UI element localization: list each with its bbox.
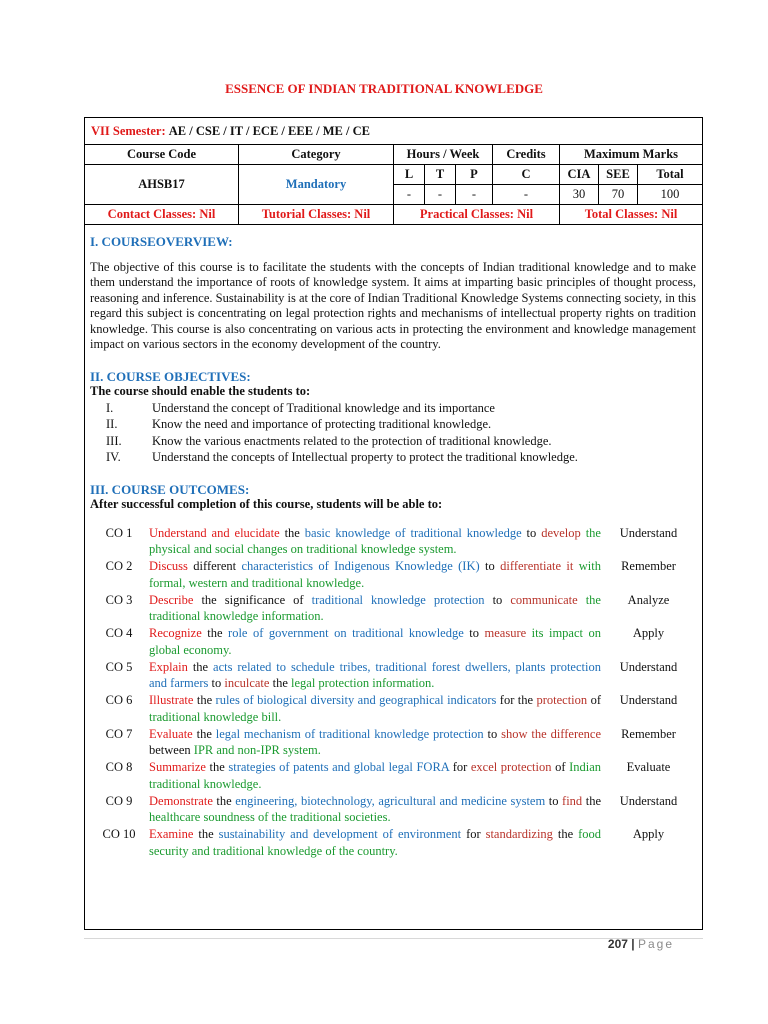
- course-code: AHSB17: [85, 165, 239, 205]
- outcome-text-segment: the: [187, 659, 214, 674]
- total-value: 100: [638, 185, 703, 205]
- objective-item: [90, 449, 696, 466]
- outcome-level: Understand: [619, 525, 678, 540]
- outcome-text-segment: its impact on global economy.: [149, 626, 601, 657]
- outcome-id: CO 9: [105, 793, 133, 808]
- outcome-id: CO 4: [105, 626, 133, 640]
- objective-text: Understand the concept of Traditional knowledge and its importance: [152, 400, 495, 415]
- outcome-text-segment: Indian traditional knowledge.: [149, 760, 601, 791]
- outcome-text-segment: to: [545, 793, 563, 808]
- outcome-id: CO 10: [102, 827, 136, 841]
- outcome-row: [90, 826, 696, 860]
- outcome-text-segment: the: [582, 793, 601, 808]
- outcome-text-segment: sustainability and development of environment: [218, 827, 462, 841]
- outcome-text-segment: the: [269, 676, 291, 690]
- outcome-text-segment: the: [193, 693, 216, 707]
- outcome-id: CO 7: [105, 726, 133, 741]
- objectives-heading: II. COURSE OBJECTIVES:: [90, 368, 251, 384]
- outcome-text-segment: food security and traditional knowledge of the country.: [149, 827, 601, 858]
- objective-item: [90, 433, 696, 450]
- outcome-text-segment: of: [551, 760, 570, 774]
- col-max-marks: Maximum Marks: [560, 145, 703, 165]
- outcome-text: [148, 592, 601, 626]
- outcome-text-segment: differentiate it: [500, 559, 574, 573]
- outcome-text: [148, 759, 601, 793]
- outcome-text: [148, 692, 601, 726]
- outcome-text-segment: Summarize: [149, 760, 206, 774]
- outcome-id: CO 2: [105, 559, 133, 573]
- outcome-text-segment: the: [205, 760, 229, 774]
- outcome-level: Understand: [619, 659, 678, 674]
- outcome-row: [90, 726, 696, 760]
- credits-c: C: [493, 165, 560, 185]
- marks-see: SEE: [599, 165, 638, 185]
- objective-text: Know the need and importance of protecting traditional knowledge.: [152, 417, 492, 431]
- outcome-text-segment: role of government on traditional knowledge: [228, 626, 464, 640]
- outcome-text-segment: of: [587, 693, 601, 707]
- outcome-text-segment: protection: [536, 693, 588, 707]
- overview-heading: I. COURSEOVERVIEW:: [90, 234, 233, 249]
- outcome-text-segment: to: [521, 525, 542, 540]
- outcome-text-segment: excel protection: [470, 760, 552, 774]
- semester-label: VII Semester:: [91, 123, 166, 138]
- outcome-text-segment: standardizing: [485, 827, 553, 841]
- outcome-text-segment: Illustrate: [149, 693, 194, 707]
- outcome-text-segment: the: [193, 827, 219, 841]
- outcome-text: [148, 826, 601, 860]
- outcome-text: [148, 659, 601, 693]
- see-value: 70: [599, 185, 638, 205]
- semester-row: [85, 118, 703, 145]
- outcome-text-segment: acts related to schedule tribes, traditional forest dwellers, plants protection and farmers: [149, 659, 601, 690]
- outcome-text: [148, 793, 601, 827]
- page-footer: [608, 937, 674, 951]
- outcome-row: [90, 592, 696, 626]
- outcome-text-segment: the: [552, 827, 579, 841]
- col-hours: Hours / Week: [394, 145, 493, 165]
- course-content: [90, 234, 696, 860]
- outcome-text-segment: to: [483, 726, 502, 741]
- outcome-id: CO 1: [105, 525, 133, 540]
- outcome-level: Remember: [621, 559, 676, 573]
- outcome-text-segment: to: [479, 559, 501, 573]
- outcome-text: [148, 558, 601, 592]
- outcome-text-segment: communicate: [510, 592, 578, 607]
- outcome-text-segment: traditional knowledge protection: [311, 592, 485, 607]
- col-category: Category: [239, 145, 394, 165]
- outcome-text-segment: Evaluate: [149, 726, 193, 741]
- page-number: 207: [607, 937, 628, 951]
- outcome-text-segment: the: [192, 726, 216, 741]
- objectives-lead: The course should enable the students to:: [90, 384, 311, 398]
- hours-l-value: -: [394, 185, 425, 205]
- semester-branches: AE / CSE / IT / ECE / EEE / ME / CE: [168, 123, 370, 138]
- category-value: Mandatory: [239, 165, 394, 205]
- hours-l: L: [394, 165, 425, 185]
- outcome-row: [90, 625, 696, 659]
- objective-text: Know the various enactments related to the protection of traditional knowledge.: [152, 433, 552, 448]
- outcome-text-segment: engineering, biotechnology, agricultural and medicine system: [235, 793, 546, 808]
- outcome-text: [148, 625, 601, 659]
- outcome-text-segment: Demonstrate: [149, 793, 213, 808]
- col-course-code: Course Code: [85, 145, 239, 165]
- outcome-text-segment: characteristics of Indigenous Knowledge (IK): [241, 559, 480, 573]
- outcome-text-segment: the physical and social changes on traditional knowledge system.: [149, 525, 601, 556]
- outcome-text-segment: Examine: [149, 827, 194, 841]
- footer-separator: |: [631, 937, 635, 951]
- credits-value: -: [493, 185, 560, 205]
- outcome-level: Understand: [619, 693, 678, 707]
- objective-number: III.: [106, 433, 122, 448]
- outcome-text-segment: develop: [541, 525, 581, 540]
- outcome-row: [90, 759, 696, 793]
- outcome-level: Apply: [632, 626, 665, 640]
- outcome-row: [90, 659, 696, 693]
- outcome-text-segment: legal protection information.: [291, 676, 435, 690]
- outcome-level: Understand: [619, 793, 678, 808]
- outcomes-heading: III. COURSE OUTCOMES:: [90, 481, 250, 497]
- outcome-text-segment: the: [201, 626, 229, 640]
- outcome-level: Apply: [632, 827, 665, 841]
- outcome-id: CO 6: [105, 693, 133, 707]
- hours-t-value: -: [425, 185, 456, 205]
- outcome-text-segment: IPR and non-IPR system.: [193, 743, 321, 757]
- objective-number: IV.: [106, 450, 121, 464]
- outcome-text-segment: with formal, western and traditional knowledge.: [149, 559, 601, 590]
- document-title: ESSENCE OF INDIAN TRADITIONAL KNOWLEDGE: [225, 81, 543, 96]
- outcome-text-segment: to: [208, 676, 225, 690]
- objective-item: [90, 416, 696, 433]
- outcome-row: [90, 558, 696, 592]
- outcome-row: [90, 525, 696, 559]
- outcome-text: [148, 726, 601, 760]
- contact-classes: Contact Classes: Nil: [85, 205, 239, 225]
- outcome-text-segment: inculcate: [224, 676, 270, 690]
- outcome-text-segment: different: [187, 559, 242, 573]
- outcome-row: [90, 793, 696, 827]
- objective-text: Understand the concepts of Intellectual property to protect the traditional knowledge.: [152, 450, 578, 464]
- outcomes-lead: After successful completion of this course, students will be able to:: [90, 497, 443, 511]
- outcome-text-segment: the: [279, 525, 305, 540]
- objective-item: [90, 400, 696, 417]
- outcome-text-segment: healthcare soundness of the traditional societies.: [149, 810, 391, 824]
- marks-cia: CIA: [560, 165, 599, 185]
- outcome-text-segment: Explain: [149, 659, 188, 674]
- objective-number: I.: [106, 400, 114, 415]
- outcome-text-segment: Describe: [149, 592, 194, 607]
- hours-p-value: -: [456, 185, 493, 205]
- outcome-text-segment: show the difference: [501, 726, 601, 741]
- outcome-text-segment: traditional knowledge bill.: [149, 709, 282, 724]
- tutorial-classes: Tutorial Classes: Nil: [239, 205, 394, 225]
- outcome-text-segment: strategies of patents and global legal FORA: [228, 760, 450, 774]
- outcome-text-segment: for: [449, 760, 471, 774]
- outcome-row: [90, 692, 696, 726]
- outcome-text-segment: between: [149, 743, 194, 757]
- outcome-text-segment: measure: [484, 626, 527, 640]
- outcome-text-segment: rules of biological diversity and geographical indicators: [215, 693, 497, 707]
- outcome-text-segment: the traditional knowledge information.: [149, 592, 601, 623]
- col-credits: Credits: [493, 145, 560, 165]
- course-header-table: [84, 117, 703, 225]
- outcome-text-segment: Understand and elucidate: [149, 525, 280, 540]
- outcome-id: CO 5: [105, 659, 133, 674]
- outcome-id: CO 8: [105, 760, 133, 774]
- outcome-text-segment: to: [484, 592, 511, 607]
- hours-p: P: [456, 165, 493, 185]
- outcome-text-segment: Discuss: [149, 559, 188, 573]
- outcome-text-segment: for the: [496, 693, 537, 707]
- outcome-level: Analyze: [627, 592, 670, 607]
- outcome-text-segment: Recognize: [149, 626, 202, 640]
- outcome-text-segment: the: [212, 793, 236, 808]
- outcome-text-segment: the significance of: [193, 592, 312, 607]
- objectives-list: [90, 400, 696, 466]
- outcome-level: Remember: [621, 726, 676, 741]
- outcome-text-segment: to: [463, 626, 485, 640]
- outcome-text-segment: basic knowledge of traditional knowledge: [304, 525, 522, 540]
- outcome-text: [148, 525, 601, 559]
- outcome-id: CO 3: [105, 592, 133, 607]
- outcomes-table: [90, 525, 696, 860]
- outcome-text-segment: for: [461, 827, 486, 841]
- outcome-text-segment: legal mechanism of traditional knowledge protection: [215, 726, 484, 741]
- outcome-level: Evaluate: [626, 760, 671, 774]
- overview-text: The objective of this course is to facilitate the students with the concepts of Indian traditional knowledge and to make them understand the importance of roots of knowledge system. It aims at imparting basic principles of thought process, reasoning and inference. Sustainability is at the core of Indian Traditional Knowledge Systems connecting society, in this regard this subject is concentrating on legal protection rights and mechanisms of intellectual property rights on tradition knowledge. This course is also concentrating on various acts in protecting the environment and knowledge management impact on various sectors in the economy development of the country.: [90, 259, 697, 351]
- marks-total: Total: [638, 165, 703, 185]
- objective-number: II.: [106, 417, 118, 431]
- outcome-text-segment: find: [562, 793, 583, 808]
- page-word: Page: [637, 937, 674, 951]
- cia-value: 30: [560, 185, 599, 205]
- hours-t: T: [425, 165, 456, 185]
- total-classes: Total Classes: Nil: [560, 205, 703, 225]
- practical-classes: Practical Classes: Nil: [394, 205, 560, 225]
